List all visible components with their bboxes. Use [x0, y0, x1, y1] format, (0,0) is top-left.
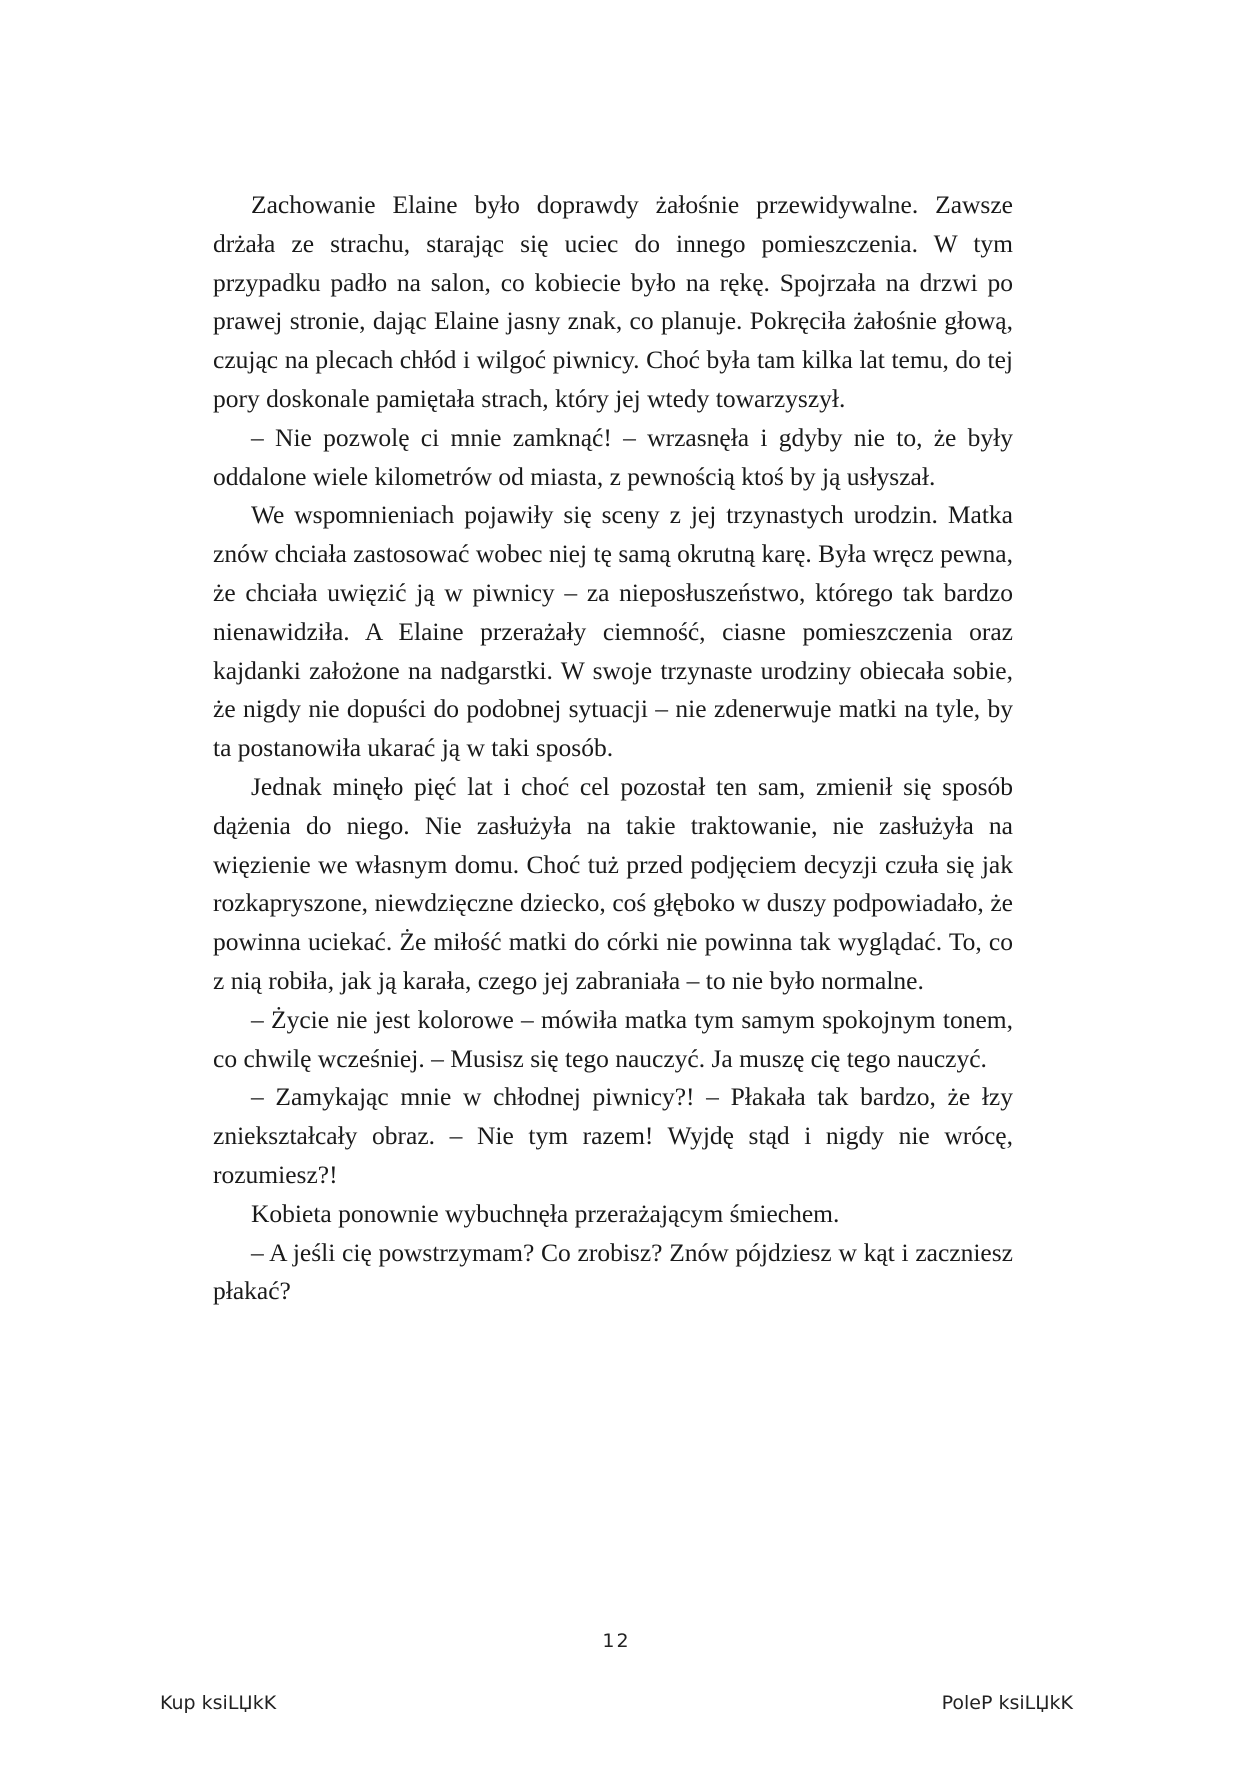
paragraph: Zachowanie Elaine było doprawdy żałośnie przewidywalne. Zawsze drżała ze strachu, starając się uciec do innego pomieszczenia. W tym przypadku padło na salon, co kobiecie było na rękę. Spojrzała na drzwi po prawej stronie, dając Elaine jasny znak, co planuje. Pokręciła żałośnie głową, czując na plecach chłód i wilgoć piwnicy. Choć była tam kilka lat temu, do tej pory doskonale pamiętała strach, który jej wtedy towarzyszył.	[213, 190, 1013, 413]
paragraph: Kobieta ponownie wybuchnęła przerażającym śmiechem.	[251, 1198, 840, 1228]
paragraph: – A jeśli cię powstrzymam? Co zrobisz? Znów pójdziesz w kąt i zaczniesz płakać?	[213, 1237, 1013, 1306]
page-number: 12	[602, 1630, 631, 1652]
paragraph: – Życie nie jest kolorowe – mówiła matka tym samym spokojnym tonem, co chwilę wcześniej. – Musisz się tego nauczyć. Ja muszę cię tego nauczyć.	[213, 1004, 1013, 1073]
body-text	[213, 186, 1013, 1311]
paragraph: – Nie pozwolę ci mnie zamknąć! – wrzasnęła i gdyby nie to, że były oddalone wiele kilometrów od miasta, z pewnością ktoś by ją usłyszał.	[213, 422, 1013, 491]
recommend-book-link[interactable]: PoleP ksiLЏkK	[941, 1692, 1073, 1714]
paragraph: Jednak minęło pięć lat i choć cel pozostał ten sam, zmienił się sposób dążenia do niego. Nie zasłużyła na takie traktowanie, nie zasłużyła na więzienie we własnym domu. Choć tuż przed podjęciem decyzji czuła się jak rozkapryszone, niewdzięczne dziecko, coś głęboko w duszy podpowiadało, że powinna uciekać. Że miłość matki do córki nie powinna tak wyglądać. To, co z nią robiła, jak ją karała, czego jej zabraniała – to nie było normalne.	[213, 771, 1013, 995]
paragraph: We wspomnieniach pojawiły się sceny z jej trzynastych urodzin. Matka znów chciała zastosować wobec niej tę samą okrutną karę. Była wręcz pewna, że chciała uwięzić ją w piwnicy – za nieposłuszeństwo, którego tak bardzo nienawidziła. A Elaine przerażały ciemność, ciasne pomieszczenia oraz kajdanki założone na nadgarstki. W swoje trzynaste urodziny obiecała sobie, że nigdy nie dopuści do podobnej sytuacji – nie zdenerwuje matki na tyle, by ta postanowiła ukarać ją w taki sposób.	[213, 500, 1013, 763]
paragraph: – Zamykając mnie w chłodnej piwnicy?! – Płakała tak bardzo, że łzy zniekształcały obraz. – Nie tym razem! Wyjdę stąd i nigdy nie wrócę, rozumiesz?!	[213, 1082, 1013, 1189]
buy-book-link[interactable]: Kup ksiLЏkK	[160, 1692, 277, 1714]
